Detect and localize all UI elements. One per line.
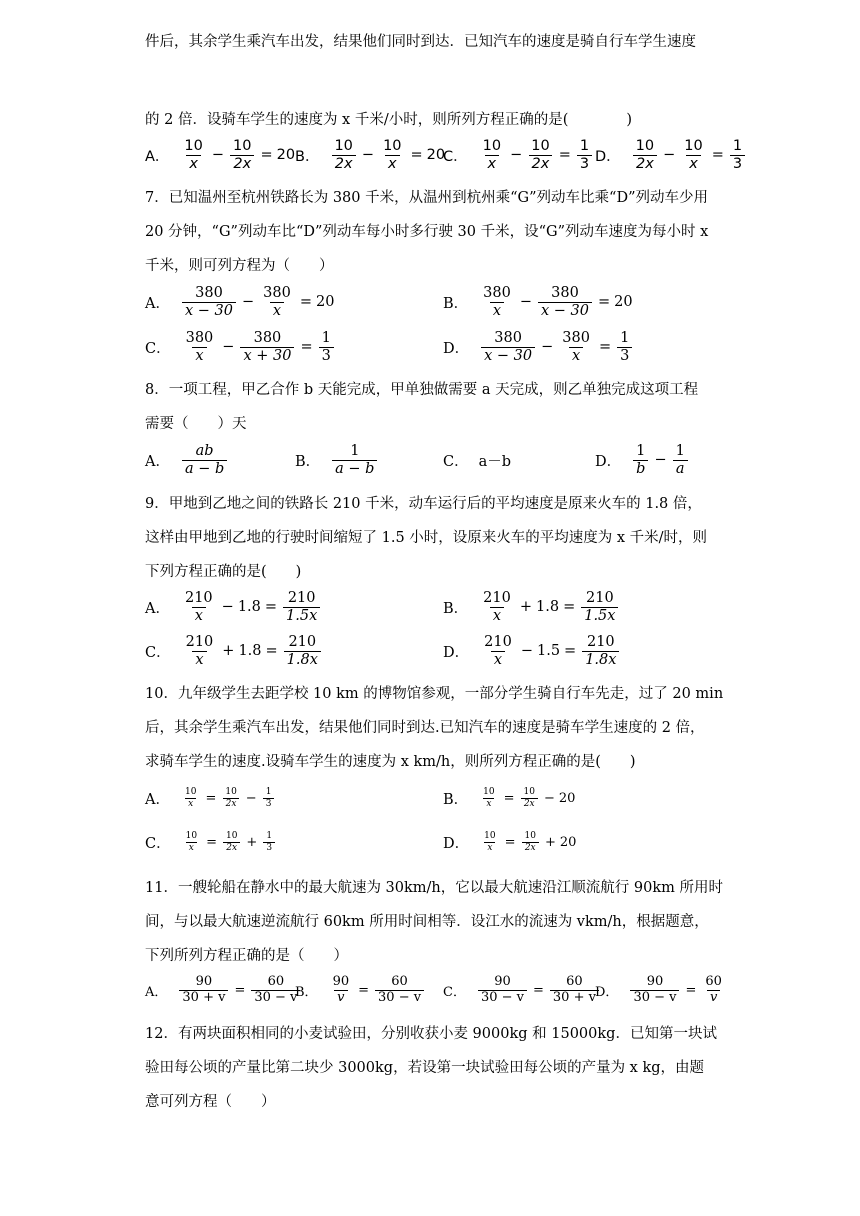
- q10-options-row-1: [145, 773, 745, 823]
- q6-option-c[interactable]: C． $\frac{10}{x}$ − $\frac{10}{2x}$ = $\frac{1}{3}$: [443, 130, 594, 180]
- q8-line-1: 8．一项工程，甲乙合作 b 天能完成，甲单独做需要 a 天完成，则乙单独完成这项工程: [145, 382, 699, 398]
- q9-line-2: 这样由甲地到乙地的行驶时间缩短了 1.5 小时，设原来火车的平均速度为 x 千米/时，则: [145, 530, 708, 546]
- q7-option-c[interactable]: C． $\frac{380}{x}$ − $\frac{380}{x + 30}$ = $\frac{1}{3}$: [145, 322, 336, 372]
- q10-option-d[interactable]: D． $\frac{10}{x}$ = $\frac{10}{2x}$ + 20: [443, 831, 577, 853]
- q9-line-3: 下列方程正确的是( ): [145, 564, 302, 580]
- q9-options-row-1: [145, 582, 745, 632]
- q11-option-d[interactable]: D． $\frac{90}{30 - v}$ = $\frac{60}{v}$: [595, 973, 722, 1005]
- q10-options-row-2: [145, 817, 745, 867]
- q6-option-b[interactable]: B． $\frac{10}{2x}$ − $\frac{10}{x}$ = 20: [295, 137, 446, 172]
- q10-line-1: 10．九年级学生去距学校 10 km 的博物馆参观，一部分学生骑自行车先走，过了 20 min: [145, 686, 724, 702]
- q6-option-d[interactable]: D． $\frac{10}{2x}$ − $\frac{10}{x}$ = $\frac{1}{3}$: [595, 130, 747, 180]
- q9-options-row-2: [145, 626, 745, 676]
- q10-option-a[interactable]: A． $\frac{10}{x}$ = $\frac{10}{2x}$ − $\frac{1}{3}$: [145, 773, 276, 823]
- q7-line-1: 7．已知温州至杭州铁路长为 380 千米，从温州到杭州乘“G”列动车比乘“D”列动车少用: [145, 190, 708, 206]
- q8-options: [145, 435, 745, 485]
- q12-line-2: 验田每公顷的产量比第二块少 3000kg，若设第一块试验田每公顷的产量为 x kg，由题: [145, 1060, 705, 1076]
- q11-line-1: 11．一艘轮船在静水中的最大航速为 30km/h，它以最大航速沿江顺流航行 90km 所用时: [145, 880, 723, 896]
- q6-line-1: 件后，其余学生乘汽车出发，结果他们同时到达．已知汽车的速度是骑自行车学生速度: [145, 34, 696, 50]
- q9-option-a[interactable]: A． $\frac{210}{x}$ − 1.8 = $\frac{210}{1.5x}$: [145, 582, 322, 632]
- q11-options: [145, 965, 745, 1015]
- q7-option-a[interactable]: A． $\frac{380}{x - 30}$ − $\frac{380}{x}$ = 20: [145, 284, 335, 319]
- q10-line-3: 求骑车学生的速度.设骑车学生的速度为 x km/h，则所列方程正确的是( ): [145, 754, 636, 770]
- q11-option-a[interactable]: A． $\frac{90}{30 + v}$ = $\frac{60}{30 - v}$: [145, 965, 302, 1015]
- q12-line-1: 12．有两块面积相同的小麦试验田，分别收获小麦 9000kg 和 15000kg．已知第一块试: [145, 1026, 717, 1042]
- q9-option-d[interactable]: D． $\frac{210}{x}$ − 1.5 = $\frac{210}{1.8x}$: [443, 626, 621, 676]
- q9-option-b[interactable]: B． $\frac{210}{x}$ + 1.8 = $\frac{210}{1.5x}$: [443, 582, 620, 632]
- q8-option-b[interactable]: B． $\frac{1}{a - b}$: [295, 435, 379, 485]
- q7-line-3: 千米，则可列方程为（ ）: [145, 258, 334, 274]
- q6-line-2: 的 2 倍．设骑车学生的速度为 x 千米/小时，则所列方程正确的是( ): [145, 112, 633, 128]
- q6-option-a[interactable]: A． $\frac{10}{x}$ − $\frac{10}{2x}$ = 20: [145, 137, 296, 172]
- q6-options: [145, 130, 745, 180]
- q11-option-c[interactable]: C． $\frac{90}{30 - v}$ = $\frac{60}{30 + v}$: [443, 965, 601, 1015]
- q10-line-2: 后，其余学生乘汽车出发，结果他们同时到达.已知汽车的速度是骑车学生速度的 2 倍，: [145, 720, 705, 736]
- q9-option-c[interactable]: C． $\frac{210}{x}$ + 1.8 = $\frac{210}{1.8x}$: [145, 626, 323, 676]
- q7-options-row-1: [145, 277, 745, 327]
- q11-option-b[interactable]: B． $\frac{90}{v}$ = $\frac{60}{30 - v}$: [295, 965, 426, 1015]
- q11-line-3: 下列所列方程正确的是（ ）: [145, 948, 348, 964]
- q7-option-b[interactable]: B． $\frac{380}{x}$ − $\frac{380}{x - 30}$ = 20: [443, 284, 633, 319]
- q7-options-row-2: [145, 322, 745, 372]
- q7-option-d[interactable]: D． $\frac{380}{x - 30}$ − $\frac{380}{x}$ = $\frac{1}{3}$: [443, 322, 634, 372]
- q9-line-1: 9．甲地到乙地之间的铁路长 210 千米，动车运行后的平均速度是原来火车的 1.8 倍，: [145, 496, 702, 512]
- q12-line-3: 意可列方程（ ）: [145, 1094, 276, 1110]
- q8-option-c[interactable]: C． a－b: [443, 453, 512, 470]
- q7-line-2: 20 分钟，“G”列动车比“D”列动车每小时多行驶 30 千米，设“G”列动车速度为每小时 x: [145, 224, 709, 240]
- q8-line-2: 需要（ ）天: [145, 416, 247, 432]
- q10-option-b[interactable]: B． $\frac{10}{x}$ = $\frac{10}{2x}$ − 20: [443, 787, 576, 809]
- q8-option-a[interactable]: A． $\frac{ab}{a - b}$: [145, 435, 229, 485]
- q10-option-c[interactable]: C． $\frac{10}{x}$ = $\frac{10}{2x}$ + $\frac{1}{3}$: [145, 817, 277, 867]
- q11-line-2: 间，与以最大航速逆流航行 60km 所用时间相等．设江水的流速为 vkm/h，根据题意，: [145, 914, 709, 930]
- q8-option-d[interactable]: D． $\frac{1}{b}$ − $\frac{1}{a}$: [595, 435, 690, 485]
